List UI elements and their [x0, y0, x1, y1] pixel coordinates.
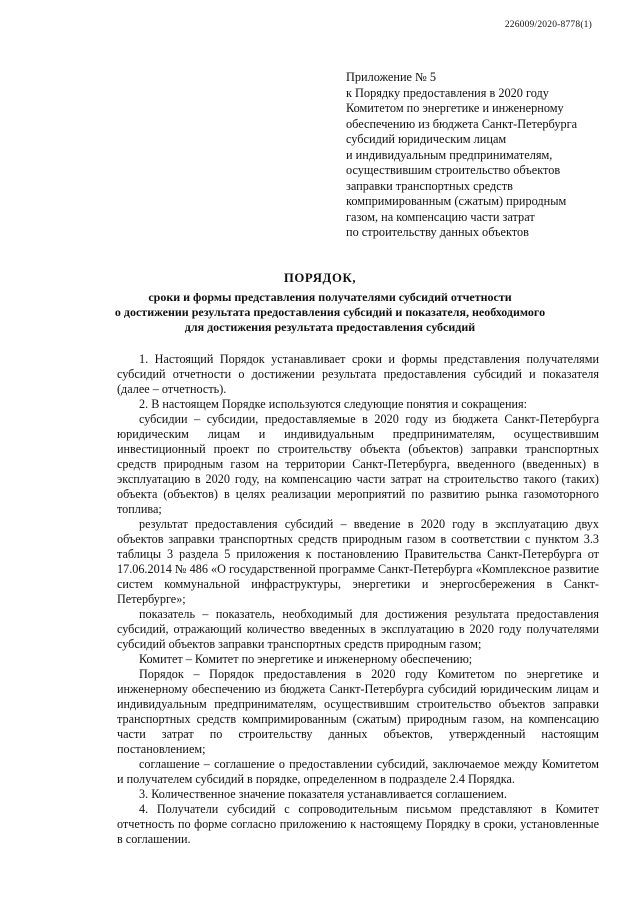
appendix-line: по строительству данных объектов	[346, 225, 529, 239]
appendix-line: компримированным (сжатым) природным	[346, 194, 567, 208]
document-title: ПОРЯДОК,	[283, 271, 357, 285]
subtitle-line: для достижения результата предоставления субсидий	[184, 319, 476, 334]
appendix-line: газом, на компенсацию части затрат	[346, 209, 535, 224]
subtitle-line: о достижении результата предоставления субсидий и показателя, необходимого	[114, 304, 546, 319]
subtitle-line: сроки и формы представления получателями субсидий отчетности	[148, 290, 512, 304]
appendix-header	[346, 70, 616, 241]
appendix-line: к Порядку предоставления в 2020 году	[346, 85, 549, 100]
paragraph: показатель – показатель, необходимый для достижения результата предоставления субсидий, отражающий количество введенных в эксплуатацию в 2020 году получателями субсидий объектов заправки транспортных средств природным газом;	[117, 607, 599, 651]
appendix-line: заправки транспортных средств	[346, 178, 513, 193]
appendix-line: и индивидуальным предпринимателям,	[346, 147, 553, 162]
paragraph: соглашение – соглашение о предоставлении субсидий, заключаемое между Комитетом и получателем субсидий в порядке, определенном в подразделе 2.4 Порядка.	[117, 757, 599, 786]
paragraph: 2. В настоящем Порядке используются следующие понятия и сокращения:	[139, 397, 527, 411]
paragraph: 3. Количественное значение показателя устанавливается соглашением.	[139, 787, 507, 801]
document-subtitle	[60, 290, 600, 334]
appendix-line: обеспечению из бюджета Санкт-Петербурга	[346, 116, 578, 131]
document-body	[117, 352, 599, 847]
appendix-line: Приложение № 5	[346, 70, 437, 84]
paragraph: Комитет – Комитет по энергетике и инженерному обеспечению;	[139, 652, 473, 666]
appendix-line: осуществившим строительство объектов	[346, 163, 561, 177]
paragraph: субсидии – субсидии, предоставляемые в 2020 году из бюджета Санкт-Петербурга юридическим лицам и индивидуальным предпринимателям, осуществившим инвестиционный проект по строительству объекта (объектов) заправки транспортных средств природным газом на территории Санкт-Петербурга, введенного (введенных) в эксплуатацию в 2020 году, на компенсацию части затрат на строительство такого (таких) объекта (объектов) в целях реализации мероприятий по развитию рынка газомоторного топлива;	[117, 412, 599, 516]
document-number: 226009/2020-8778(1)	[504, 20, 592, 30]
appendix-line: Комитетом по энергетике и инженерному	[346, 101, 564, 115]
paragraph: 1. Настоящий Порядок устанавливает сроки и формы представления получателями субсидий отчетности о достижении результата предоставления субсидий и показателя (далее – отчетность).	[117, 352, 599, 396]
paragraph: Порядок – Порядок предоставления в 2020 году Комитетом по энергетике и инженерному обеспечению из бюджета Санкт-Петербурга субсидий юридическим лицам и индивидуальным предпринимателям, осуществившим строительство объектов заправки транспортных средств компримированным (сжатым) природным газом, на компенсацию части затрат по строительству данных объектов, утвержденный настоящим постановлением;	[117, 667, 599, 756]
paragraph: результат предоставления субсидий – введение в 2020 году в эксплуатацию двух объектов заправки транспортных средств природным газом в соответствии с пунктом 3.3 таблицы 3 раздела 5 приложения к постановлению Правительства Санкт-Петербурга от 17.06.2014 № 486 «О государственной программе Санкт-Петербурга «Комплексное развитие систем коммунальной инфраструктуры, энергетики и энергосбережения в Санкт-Петербурге»;	[117, 517, 599, 606]
paragraph: 4. Получатели субсидий с сопроводительным письмом представляют в Комитет отчетность по форме согласно приложению к настоящему Порядку в сроки, установленные в соглашении.	[117, 802, 599, 846]
appendix-line: субсидий юридическим лицам	[346, 132, 507, 146]
